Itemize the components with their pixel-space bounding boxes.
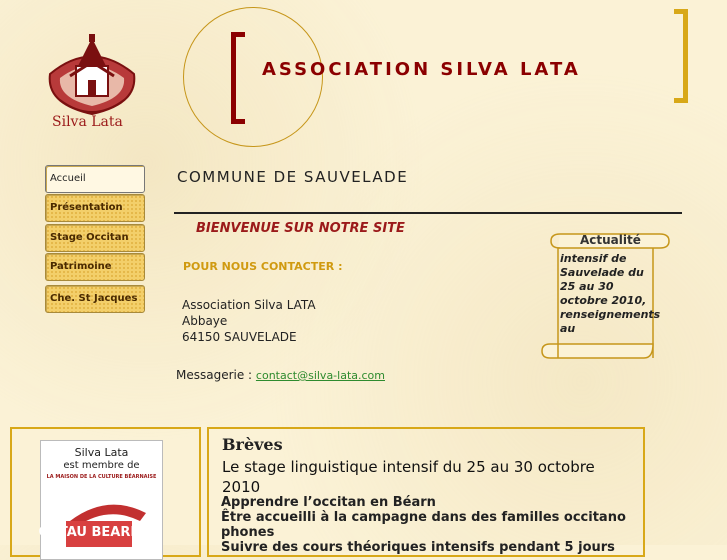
actualite-text[interactable]: intensif de Sauvelade du 25 au 30 octobre 2010, renseignements au: [560, 252, 661, 335]
breves-line: Apprendre l’occitan en Béarn: [221, 495, 436, 510]
member-line: est membre de: [63, 460, 140, 471]
member-line: Silva Lata: [74, 446, 129, 459]
logo-text: Silva Lata: [52, 114, 123, 130]
ostau-logo-text: OSTAU BEARNES: [38, 525, 160, 540]
actualite-title: Actualité: [580, 233, 641, 247]
breves-text: [221, 495, 636, 555]
welcome-heading: BIENVENUE SUR NOTRE SITE: [196, 221, 405, 236]
messagerie-label: Messagerie :: [176, 368, 256, 382]
breves-headline[interactable]: Le stage linguistique intensif du 25 au 30 octobre 2010: [222, 458, 595, 496]
left-bracket-decoration: [231, 32, 245, 124]
divider: [174, 212, 682, 214]
page-title: COMMUNE DE SAUVELADE: [177, 168, 409, 186]
email-link[interactable]: contact@silva-lata.com: [255, 369, 385, 382]
nav-presentation[interactable]: Présentation: [45, 194, 145, 222]
nav-chemin-st-jacques[interactable]: Che. St Jacques: [45, 285, 145, 313]
breves-title: Brèves: [222, 435, 283, 454]
breves-line: Être accueilli à la campagne dans des familles occitano phones: [221, 510, 626, 540]
breves-line: Suivre des cours théoriques intensifs pendant 5 jours: [221, 540, 615, 555]
address-line: 64150 SAUVELADE: [182, 330, 297, 344]
nav-accueil[interactable]: Accueil: [45, 165, 145, 193]
nav-patrimoine[interactable]: Patrimoine: [45, 253, 145, 281]
ostau-bearnes-logo[interactable]: [38, 497, 160, 547]
nav-stage-occitan[interactable]: Stage Occitan: [45, 224, 145, 252]
right-bracket-decoration: [674, 9, 688, 103]
member-line: LA MAISON DE LA CULTURE BÉARNAISE: [46, 474, 157, 480]
address-line: Association Silva LATA: [182, 298, 316, 312]
messagerie: [176, 368, 385, 382]
site-title: ASSOCIATION SILVA LATA: [262, 59, 581, 80]
contact-label: POUR NOUS CONTACTER :: [183, 260, 343, 273]
address-line: Abbaye: [182, 314, 228, 328]
